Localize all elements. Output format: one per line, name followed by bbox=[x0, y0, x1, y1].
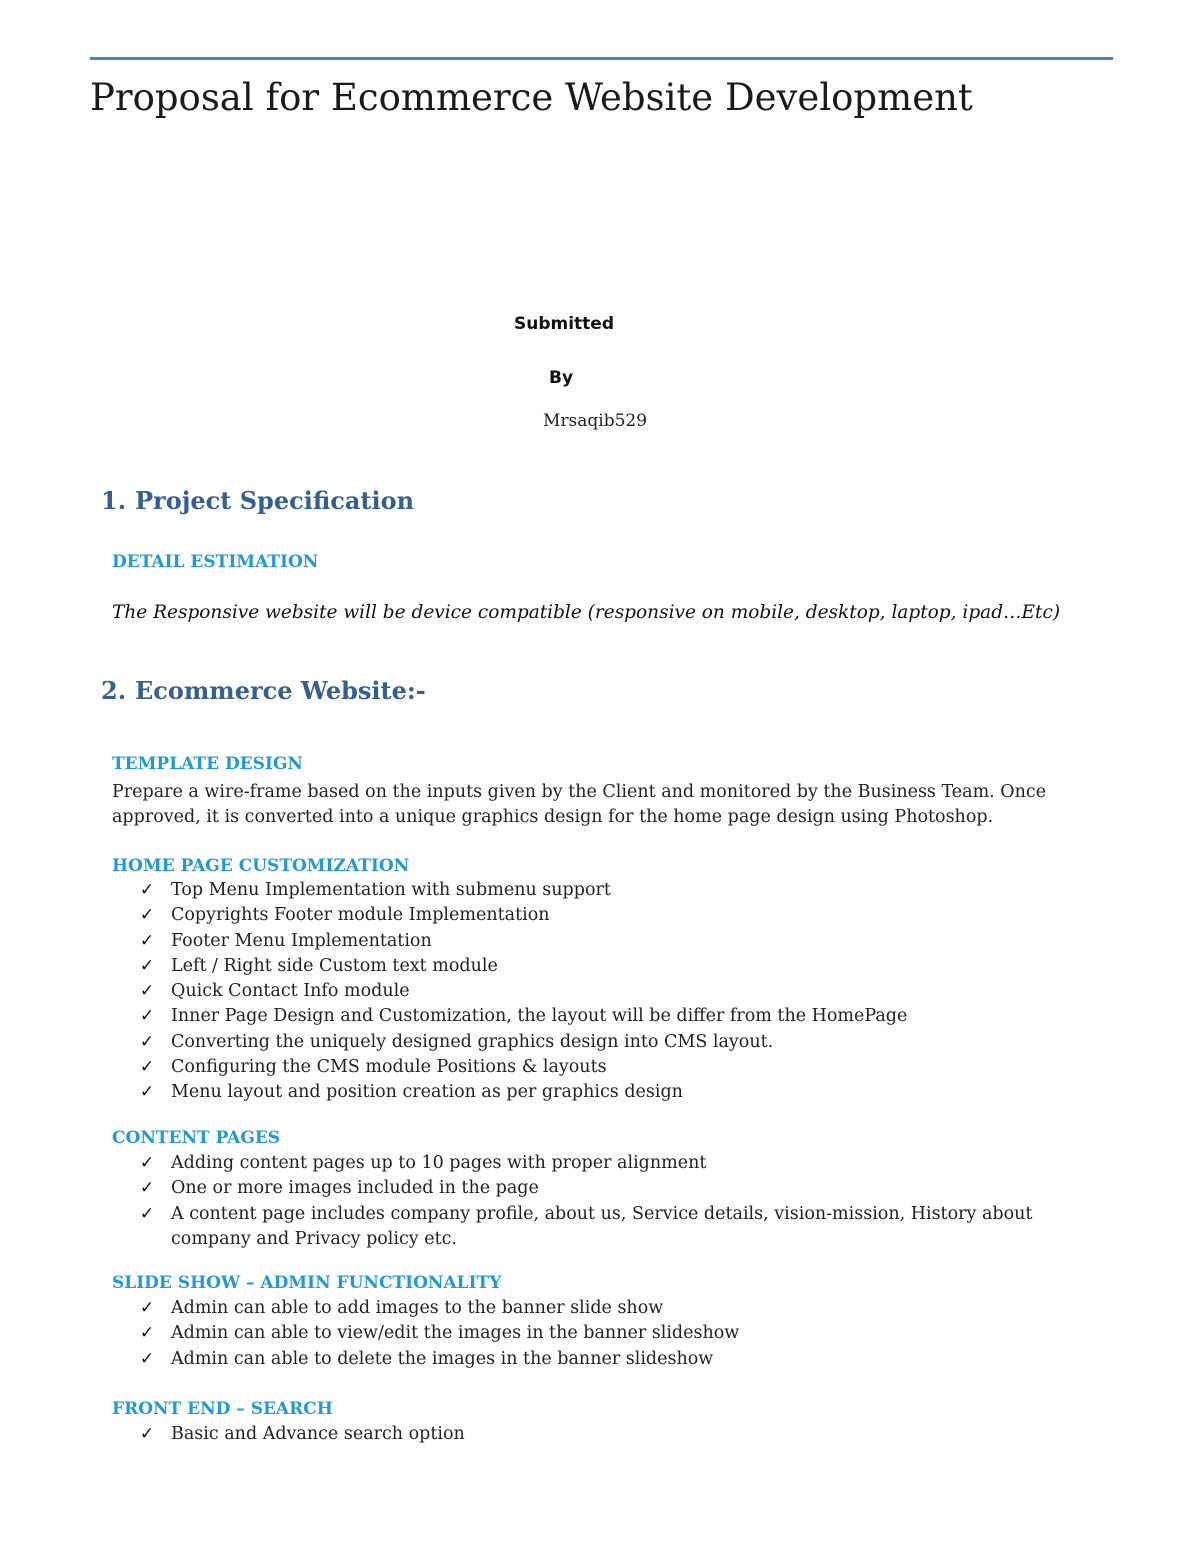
list-item: ✓ Left / Right side Custom text module bbox=[138, 954, 907, 979]
checkmark-icon: ✓ bbox=[139, 880, 155, 900]
slide-show-checklist bbox=[138, 1296, 739, 1372]
front-end-checklist bbox=[138, 1422, 465, 1447]
checkmark-icon: ✓ bbox=[139, 1424, 155, 1444]
document-title: Proposal for Ecommerce Website Development bbox=[90, 76, 973, 119]
by-label: By bbox=[549, 368, 574, 388]
list-item: ✓ Adding content pages up to 10 pages with proper alignment bbox=[138, 1151, 1071, 1176]
content-pages-checklist bbox=[138, 1151, 1071, 1252]
checkmark-icon: ✓ bbox=[139, 955, 155, 976]
submitted-label: Submitted bbox=[514, 314, 615, 334]
list-item: ✓ Configuring the CMS module Positions & layouts bbox=[138, 1055, 907, 1080]
checkmark-icon: ✓ bbox=[139, 1348, 155, 1369]
list-item: ✓ A content page includes company profile, about us, Service details, vision-mission, History about company and Privacy policy etc. bbox=[139, 1203, 1033, 1249]
paragraph-line: approved, it is converted into a unique graphics design for the home page design using Photoshop. bbox=[112, 807, 994, 827]
section-heading-ecommerce-website bbox=[101, 675, 426, 707]
subheading-home-page-customization: HOME PAGE CUSTOMIZATION bbox=[112, 856, 410, 876]
list-item: ✓ Inner Page Design and Customization, the layout will be differ from the HomePage bbox=[138, 1004, 907, 1029]
section-number: 2. bbox=[101, 676, 127, 705]
checkmark-icon: ✓ bbox=[139, 1178, 155, 1199]
checkmark-icon: ✓ bbox=[139, 1298, 155, 1318]
subheading-detail-estimation: DETAIL ESTIMATION bbox=[112, 552, 319, 572]
checkmark-icon: ✓ bbox=[139, 1082, 155, 1103]
checkmark-icon: ✓ bbox=[139, 1153, 155, 1173]
list-item: ✓ Footer Menu Implementation bbox=[138, 929, 907, 954]
subheading-front-end-search: FRONT END – SEARCH bbox=[112, 1399, 333, 1419]
list-item: ✓ Admin can able to view/edit the images in the banner slideshow bbox=[138, 1321, 739, 1346]
section-title: Project Specification bbox=[135, 486, 415, 515]
section-heading-project-specification bbox=[101, 485, 414, 517]
list-item: ✓ Converting the uniquely designed graphics design into CMS layout. bbox=[138, 1030, 907, 1055]
title-rule bbox=[90, 57, 1113, 60]
checkmark-icon: ✓ bbox=[139, 930, 155, 951]
subheading-slide-show-admin: SLIDE SHOW – ADMIN FUNCTIONALITY bbox=[112, 1273, 502, 1293]
checkmark-icon: ✓ bbox=[139, 1057, 155, 1078]
paragraph-line: Prepare a wire-frame based on the inputs given by the Client and monitored by the Business Team. Once bbox=[112, 782, 1047, 802]
list-item: ✓ Admin can able to delete the images in the banner slideshow bbox=[138, 1347, 739, 1372]
checkmark-icon: ✓ bbox=[139, 1031, 155, 1052]
checkmark-icon: ✓ bbox=[139, 1203, 155, 1224]
list-item: ✓ Menu layout and position creation as per graphics design bbox=[138, 1080, 907, 1105]
checkmark-icon: ✓ bbox=[139, 1323, 155, 1344]
list-item: ✓ Quick Contact Info module bbox=[138, 979, 907, 1004]
section-number: 1. bbox=[101, 486, 127, 515]
subheading-template-design: TEMPLATE DESIGN bbox=[112, 754, 303, 774]
list-item: ✓ Basic and Advance search option bbox=[138, 1422, 465, 1447]
section-title: Ecommerce Website:- bbox=[135, 676, 426, 705]
list-item: ✓ Top Menu Implementation with submenu support bbox=[138, 878, 907, 903]
list-item: ✓ One or more images included in the page bbox=[138, 1176, 1071, 1201]
checkmark-icon: ✓ bbox=[139, 905, 155, 926]
author-name: Mrsaqib529 bbox=[543, 411, 648, 431]
template-design-paragraph bbox=[112, 780, 1072, 830]
subheading-content-pages: CONTENT PAGES bbox=[112, 1128, 281, 1148]
home-page-checklist bbox=[138, 878, 907, 1106]
list-item: ✓ Admin can able to add images to the banner slide show bbox=[138, 1296, 739, 1321]
checkmark-icon: ✓ bbox=[139, 1006, 155, 1027]
list-item: ✓ Copyrights Footer module Implementation bbox=[138, 903, 907, 928]
checkmark-icon: ✓ bbox=[139, 981, 155, 1002]
responsive-statement: The Responsive website will be device compatible (responsive on mobile, desktop, laptop, ipad…Etc) bbox=[112, 602, 1061, 623]
